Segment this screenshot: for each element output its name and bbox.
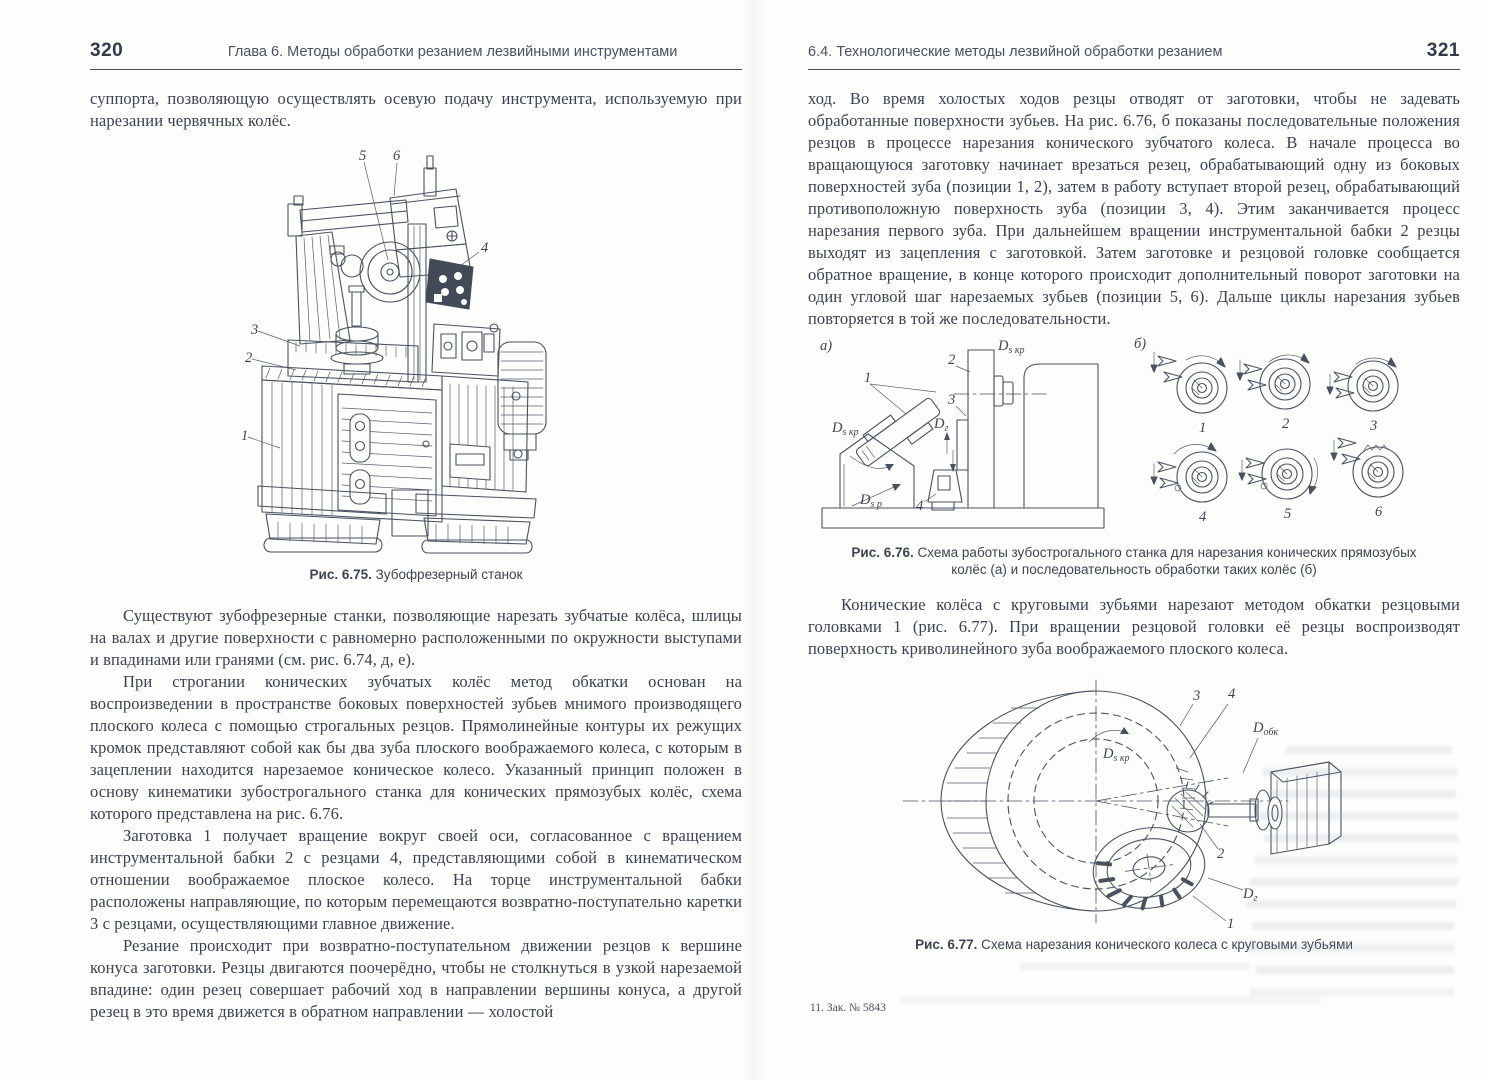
- fig76a-label-dg: $D_г$: [934, 416, 949, 434]
- fig-6-76-caption-number: Рис. 6.76.: [851, 545, 914, 560]
- fig-6-75-caption: [90, 566, 742, 583]
- machine-striped-unit: [498, 342, 546, 460]
- callout-2: 2: [245, 350, 253, 366]
- page-number-right: 321: [1426, 40, 1460, 61]
- fig-6-75-caption-number: Рис. 6.75.: [309, 567, 372, 582]
- svg-text:6: 6: [1375, 504, 1383, 520]
- fig76b-position-1: [1151, 352, 1227, 436]
- paragraph: При строгании конических зубчатых колёс метод обкатки основан на воспроизведении в пространстве боковых поверхностей зубьев мнимого производящего плоского колеса с помощью строгальных резцов. Прямолинейные контуры их режущих кромок представляют собой как бы два зуба плоского воображаемого колеса, с которым в зацеплении находится нарезаемое коническое колесо. Указанный принцип положен в основу кинематики зубострогального станка для конических прямозубых колёс, схема которого представлена на рис. 6.76.: [90, 672, 742, 823]
- callout-3: 3: [251, 322, 259, 338]
- fig-6-76a-drawing: [814, 336, 1114, 536]
- fig76a-right-column: [1024, 364, 1098, 508]
- fig77-callout-3: 3: [1193, 688, 1201, 704]
- part-a-label: а): [820, 338, 833, 354]
- fig77-callout-1: 1: [1227, 916, 1235, 932]
- fig-6-76-caption-text: Схема работы зубострогального станка для нарезания конических прямозубых колёс (а) и последовательность обработки таких колёс (б): [917, 545, 1417, 577]
- svg-text:2: 2: [1282, 416, 1290, 432]
- fig76a-inclined-block: [840, 434, 914, 508]
- fig76a-callout-1: 1: [864, 370, 872, 386]
- fig-6-77-caption-number: Рис. 6.77.: [915, 937, 978, 952]
- paragraph: Резание происходит при возвратно-поступательном движении резцов к вершине конуса заготовки. Резцы двигаются поочерёдно, чтобы не столкнуться в узкой нарезаемой впадине: один резец совершает рабочий ход в направлении вершины конуса, а другой резец в это время движется в обратном направлении — холостой: [90, 936, 742, 1021]
- callout-6: 6: [393, 148, 401, 164]
- right-page-header: [808, 40, 1460, 70]
- fig76a-label-ds-kr-left: $D_{s кр}$: [832, 420, 859, 438]
- fig77-cutter-head: [1088, 821, 1210, 916]
- machine-left-frame: [296, 232, 350, 344]
- fig77-label-dg: $D_г$: [1243, 886, 1258, 904]
- left-page: [90, 40, 742, 1023]
- page-number-left: 320: [90, 40, 124, 61]
- machine-feed-panel: [426, 259, 473, 309]
- paragraph: ход. Во время холостых ходов резцы отводят от заготовки, чтобы не задевать обработанные поверхности зубьев. На рис. 6.76, б показаны последовательные положения резцов в процессе нарезания конического зубчатого колеса. В начале процесса во вращающуюся заготовку начинает врезаться резец, обрабатывающий одну из боковых поверхностей зуба (позиции 1, 2), затем в работу вступает второй резец, обрабатывающий противоположную поверхность зуба (позиции 3, 4). Этим заканчивается процесс нарезания первого зуба. При дальнейшем вращении инструментальной бабки 2 резцы выходят из зацепления с заготовкой. Затем заготовке и резцовой головке сообщается обратное вращение, в конце которого происходит дополнительный поворот заготовки на один угловой шаг нарезаемых зубьев (позиции 5, 6). Дальше циклы нарезания зубьев повторяется в той же последовательности.: [808, 89, 1460, 328]
- fig76b-position-6: [1331, 438, 1403, 520]
- machine-left-cabinet: [262, 366, 442, 522]
- fig76a-label-ds-kr-top: $D_{s кр}$: [998, 338, 1025, 356]
- fig77-flat-wheel: [903, 680, 1288, 923]
- fig76a-callout-4: 4: [916, 498, 924, 514]
- paragraph: Существуют зубофрезерные станки, позволяющие нарезать зубчатые колёса, шлицы на валах и другие поверхности с равномерно расположенными по окружности выступами и впадинами или гранями (см. рис. 6.74, д, е).: [90, 606, 742, 669]
- fig77-label-ds-kr: $D_{s кр}$: [1103, 746, 1130, 764]
- svg-text:4: 4: [1199, 509, 1207, 525]
- print-signature: 11. Зак. № 5843: [810, 1002, 886, 1014]
- callout-4: 4: [481, 240, 489, 256]
- paragraph: Заготовка 1 получает вращение вокруг своей оси, согласованное с вращением инструментальной бабки 2 с резцами 4, представляющими собой в кинематическом отношении воображаемое плоское колесо. На торце инструментальной бабки расположены направляющие, по которым перемещаются возвратно-поступательно каретки 3 с резцами, осуществляющими главное движение.: [90, 826, 742, 933]
- fig77-callout-4: 4: [1228, 686, 1236, 702]
- section-running-title: 6.4. Технологические методы лезвийной обработки резанием: [808, 44, 1223, 60]
- svg-text:1: 1: [1199, 420, 1207, 436]
- fig76b-position-3: [1327, 358, 1398, 434]
- paragraph: Конические колёса с круговыми зубьями нарезают методом обкатки резцовыми головками 1 (рис. 6.77). При вращении резцовой головки её резцы воспроизводят поверхность криволинейного зуба воображаемого плоского колеса.: [808, 595, 1460, 658]
- fig76a-label-ds-r: $D_{s р}$: [860, 492, 882, 510]
- svg-text:5: 5: [1284, 506, 1292, 522]
- page-gutter-shadow: [742, 0, 764, 1080]
- fig76a-callout-2: 2: [948, 352, 956, 368]
- fig-6-76b-drawing: [1132, 336, 1424, 536]
- fig76a-base: [822, 508, 1104, 528]
- machine-index-gear-dial: [330, 242, 420, 302]
- machine-right-deck: [432, 324, 500, 376]
- fig76a-callout-3: 3: [948, 392, 956, 408]
- fig-6-76-caption: [834, 544, 1434, 578]
- chapter-running-title: Глава 6. Методы обработки резанием лезвийными инструментами: [227, 44, 678, 60]
- fig-6-77-drawing: [893, 668, 1343, 930]
- machine-overarm: [288, 196, 408, 236]
- fig77-motion-arrow: [1089, 727, 1129, 742]
- fig-6-77-caption-text: Схема нарезания конического колеса с круговыми зубьями: [981, 937, 1353, 952]
- fig-6-75-caption-text: Зубофрезерный станок: [375, 567, 523, 582]
- part-b-label: б): [1134, 336, 1147, 352]
- paragraph: суппорта, позволяющую осуществлять осевую подачу инструмента, используемую при нарезании червячных колёс.: [90, 89, 742, 130]
- fig76a-workpiece: [850, 390, 949, 473]
- figure-6-76: [808, 336, 1460, 578]
- callout-5: 5: [359, 148, 367, 164]
- fig76b-position-2: [1237, 354, 1310, 432]
- fig76a-leaders: [870, 366, 970, 502]
- svg-text:3: 3: [1370, 418, 1378, 434]
- fig77-label-d-obk: $D_{обк}$: [1253, 720, 1279, 738]
- callout-1: 1: [241, 428, 249, 444]
- fig76b-position-4: [1151, 443, 1227, 525]
- figure-6-77: [808, 668, 1460, 953]
- left-page-header: [90, 40, 742, 70]
- fig76b-position-5: [1239, 449, 1318, 522]
- fig-6-75-drawing: [238, 144, 558, 556]
- fig77-callout-2: 2: [1217, 846, 1225, 862]
- machine-work-table: [331, 286, 383, 374]
- fig77-cut-teeth: [1176, 768, 1195, 810]
- figure-6-75: [90, 144, 742, 583]
